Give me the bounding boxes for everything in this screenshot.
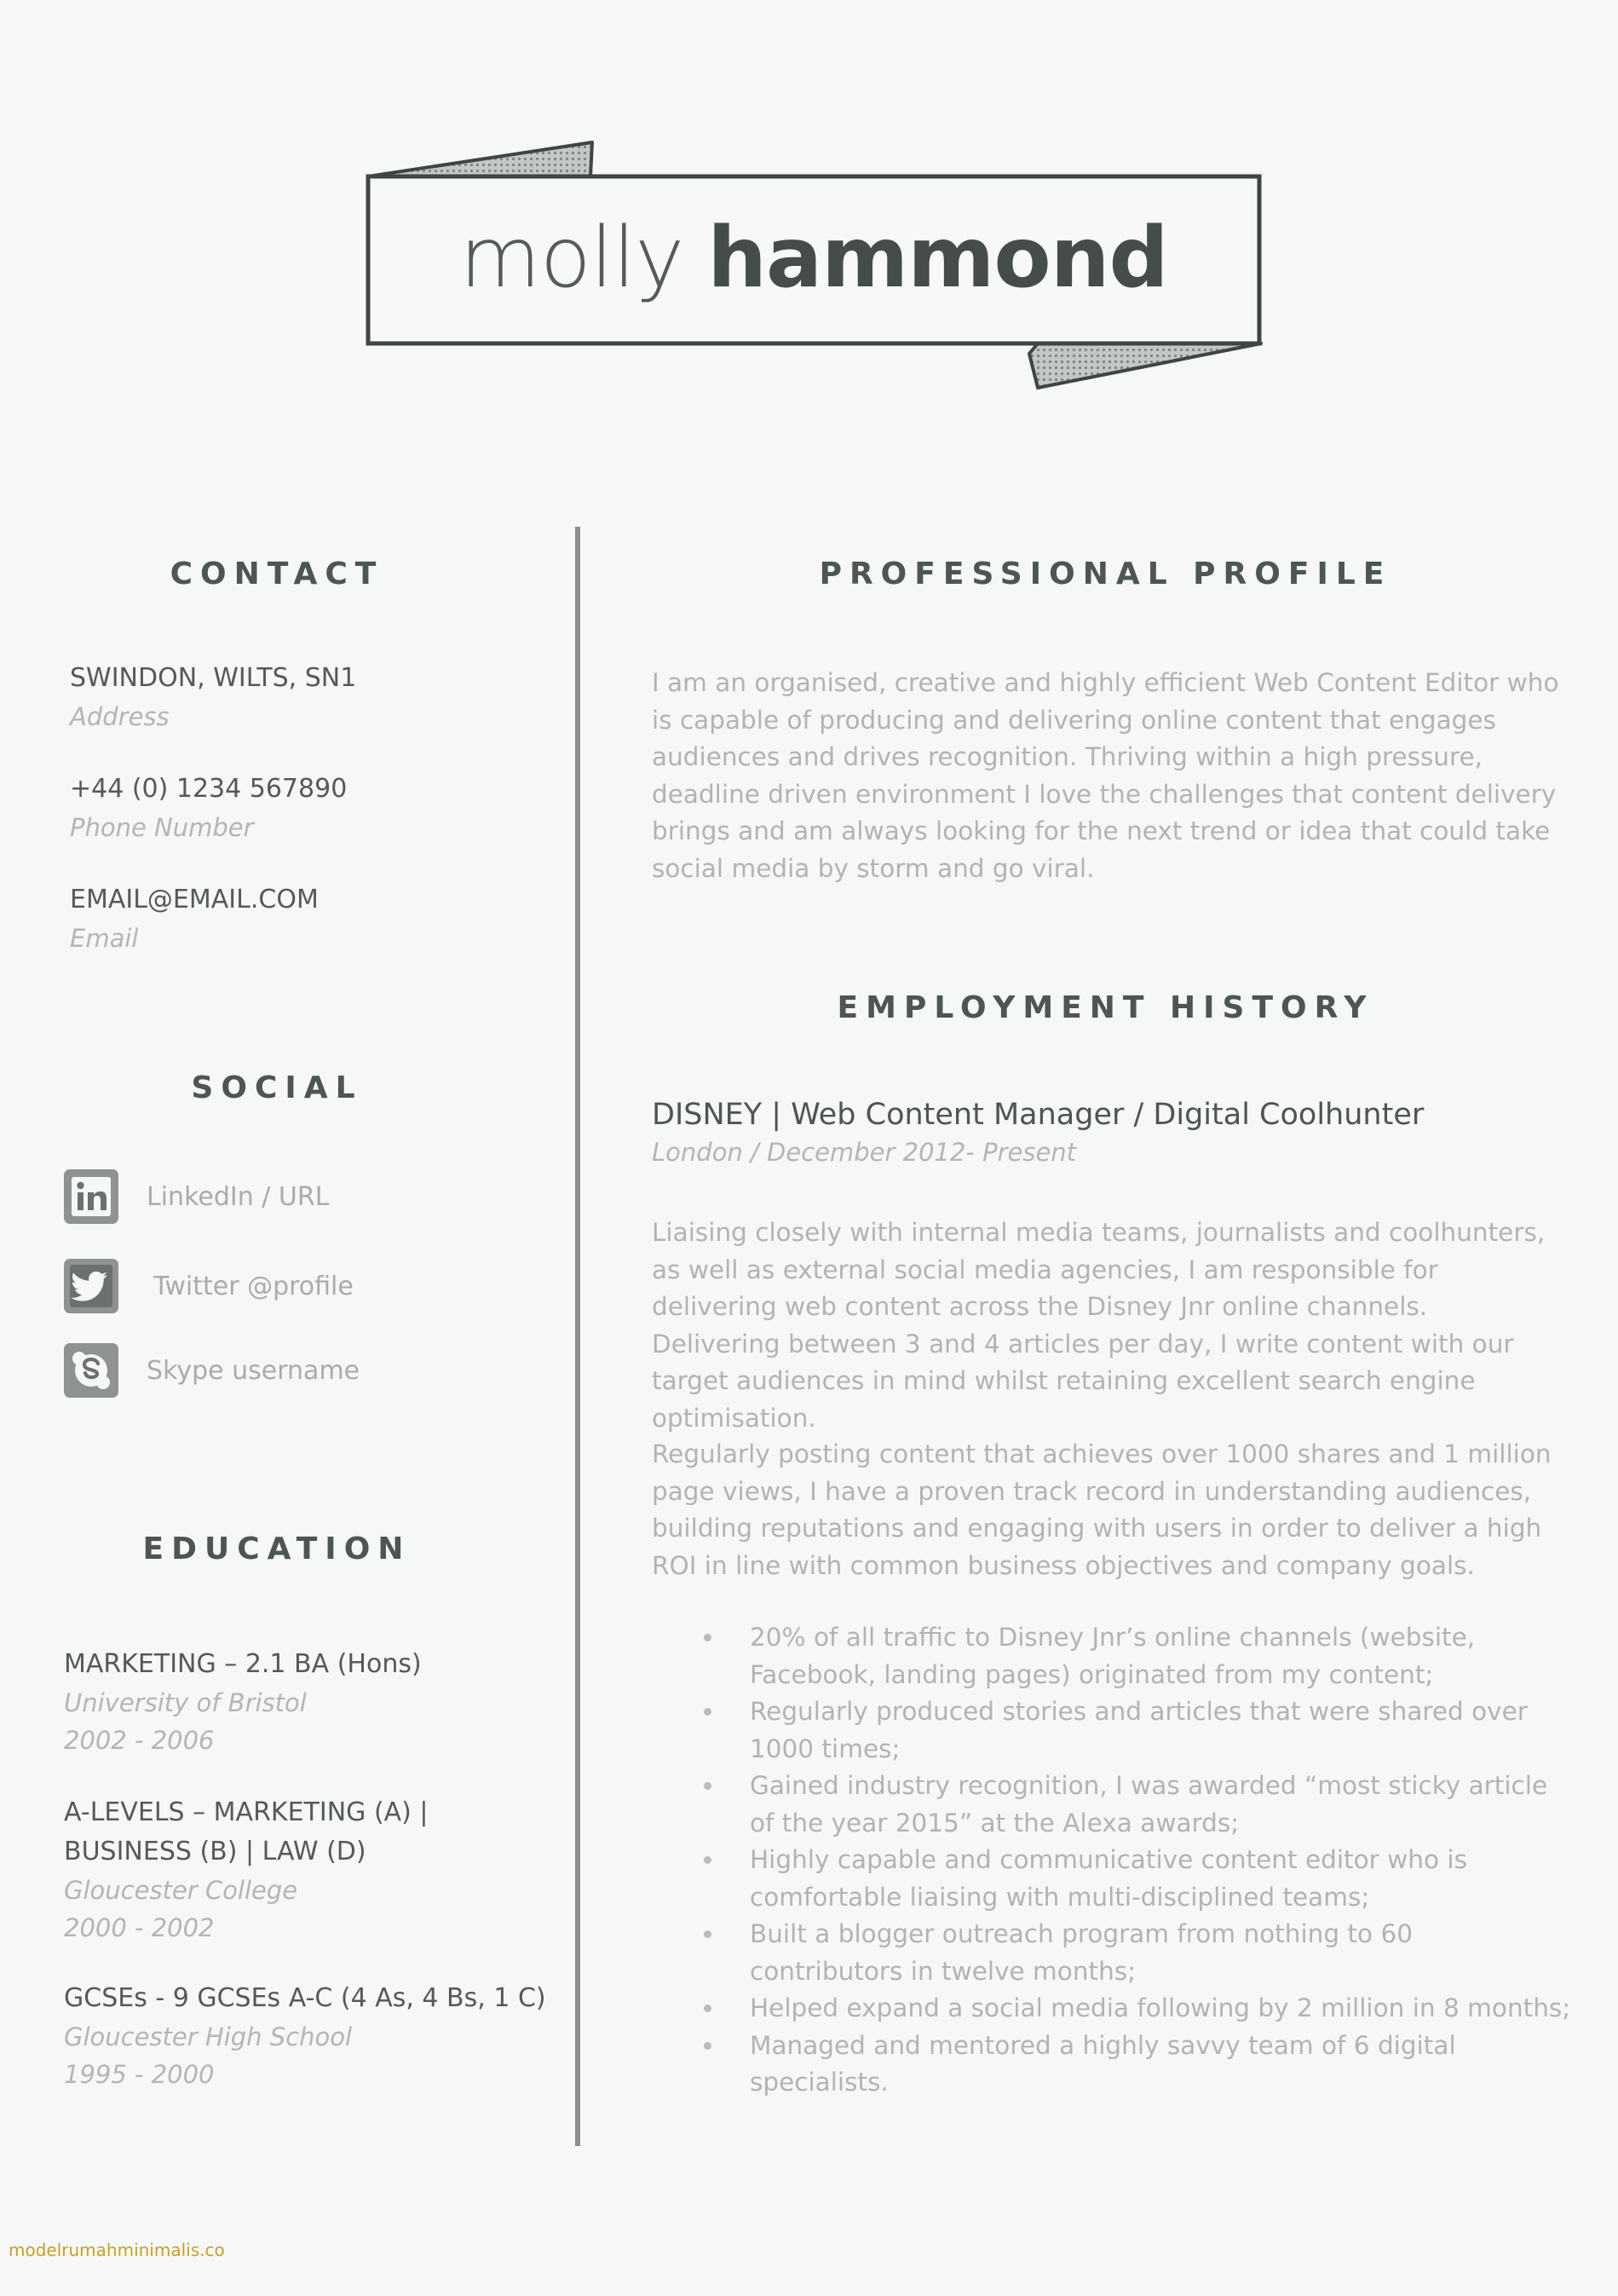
watermark: modelrumahminimalis.co — [9, 2240, 225, 2260]
skype-label: Skype username — [147, 1355, 360, 1386]
list-item: Highly capable and communicative content editor who is comfortable liaising with multi-disciplined teams; — [694, 1842, 1572, 1916]
banner-fold-bottom — [1029, 343, 1261, 388]
phone-label: Phone Number — [70, 813, 254, 842]
education-heading: EDUCATION — [142, 1532, 412, 1566]
twitter-icon — [61, 1256, 121, 1316]
education-institution: Gloucester College — [64, 1876, 298, 1905]
list-item: Regularly produced stories and articles that were shared over 1000 times; — [694, 1693, 1572, 1768]
address-value: SWINDON, WILTS, SN1 — [70, 663, 357, 693]
contact-heading: CONTACT — [170, 557, 384, 591]
phone-value: +44 (0) 1234 567890 — [70, 774, 348, 804]
social-twitter — [61, 1255, 354, 1317]
job-paragraph: Liaising closely with internal media teams, journalists and coolhunters, as well as external social media agencies, I am responsible for delivering web content across the Disney Jnr online channels. Delivering between 3 and 4 articles per day, I write content with our target audiences in mind whilst retaining excellent search engine optimisation. — [652, 1218, 1546, 1433]
education-title-line: BUSINESS (B) | LAW (D) — [64, 1837, 366, 1866]
education-years: 1995 - 2000 — [64, 2060, 215, 2089]
last-name: hammond — [707, 210, 1168, 307]
list-item: Built a blogger outreach program from nothing to 60 contributors in twelve months; — [694, 1916, 1572, 1990]
employment-heading: EMPLOYMENT HISTORY — [837, 990, 1374, 1025]
list-item: Helped expand a social media following by 2 million in 8 months; — [694, 1990, 1572, 2028]
linkedin-icon — [61, 1167, 121, 1226]
list-item: Managed and mentored a highly savvy team of 6 digital specialists. — [694, 2028, 1572, 2102]
job-title: DISNEY | Web Content Manager / Digital Coolhunter — [652, 1098, 1425, 1132]
email-label: Email — [70, 924, 139, 953]
column-divider — [575, 527, 580, 2146]
social-skype — [61, 1340, 360, 1401]
job-location-date: London / December 2012- Present — [652, 1138, 1077, 1167]
education-entry — [64, 1645, 422, 1759]
social-linkedin — [61, 1166, 329, 1227]
list-item: Gained industry recognition, I was awarded “most sticky article of the year 2015” at the Alexa awards; — [694, 1768, 1572, 1842]
social-heading: SOCIAL — [191, 1070, 363, 1105]
achievements-list — [694, 1619, 1572, 2102]
education-title: MARKETING – 2.1 BA (Hons) — [64, 1649, 422, 1679]
profile-heading: PROFESSIONAL PROFILE — [819, 557, 1392, 591]
contact-address — [70, 659, 356, 736]
profile-text: I am an organised, creative and highly efficient Web Content Editor who is capable of producing and delivering online content that engages audiences and drives recognition. Thriving within a high pressure, deadline driven environment I love the challenges that content delivery brings and am always looking for the next trend or idea that could take social media by storm and go viral. — [652, 668, 1559, 883]
skype-icon — [61, 1341, 121, 1400]
contact-email — [70, 880, 319, 957]
email-value: EMAIL@EMAIL.COM — [70, 885, 319, 914]
education-years: 2000 - 2002 — [64, 1913, 215, 1942]
education-years: 2002 - 2006 — [64, 1726, 215, 1755]
education-institution: University of Bristol — [64, 1688, 307, 1717]
first-name: molly — [459, 210, 684, 307]
education-institution: Gloucester High School — [64, 2022, 353, 2051]
name-title — [368, 175, 1259, 342]
twitter-label: Twitter @profile — [153, 1271, 354, 1301]
list-item: 20% of all traffic to Disney Jnr’s online channels (website, Facebook, landing pages) originated from my content; — [694, 1619, 1572, 1693]
job-paragraph: Regularly posting content that achieves over 1000 shares and 1 million page views, I have a proven track record in understanding audiences, building reputations and engaging with users in order to deliver a high ROI in line with common business objectives and company goals. — [652, 1439, 1552, 1580]
education-title: GCSEs - 9 GCSEs A-C (4 As, 4 Bs, 1 C) — [64, 1983, 546, 2013]
banner-fold-top — [368, 142, 592, 176]
education-entry — [64, 1979, 546, 2093]
address-label: Address — [70, 702, 170, 731]
education-entry — [64, 1793, 429, 1947]
linkedin-label: LinkedIn / URL — [147, 1181, 330, 1212]
education-title-line: A-LEVELS – MARKETING (A) | — [64, 1797, 429, 1827]
contact-phone — [70, 770, 347, 846]
